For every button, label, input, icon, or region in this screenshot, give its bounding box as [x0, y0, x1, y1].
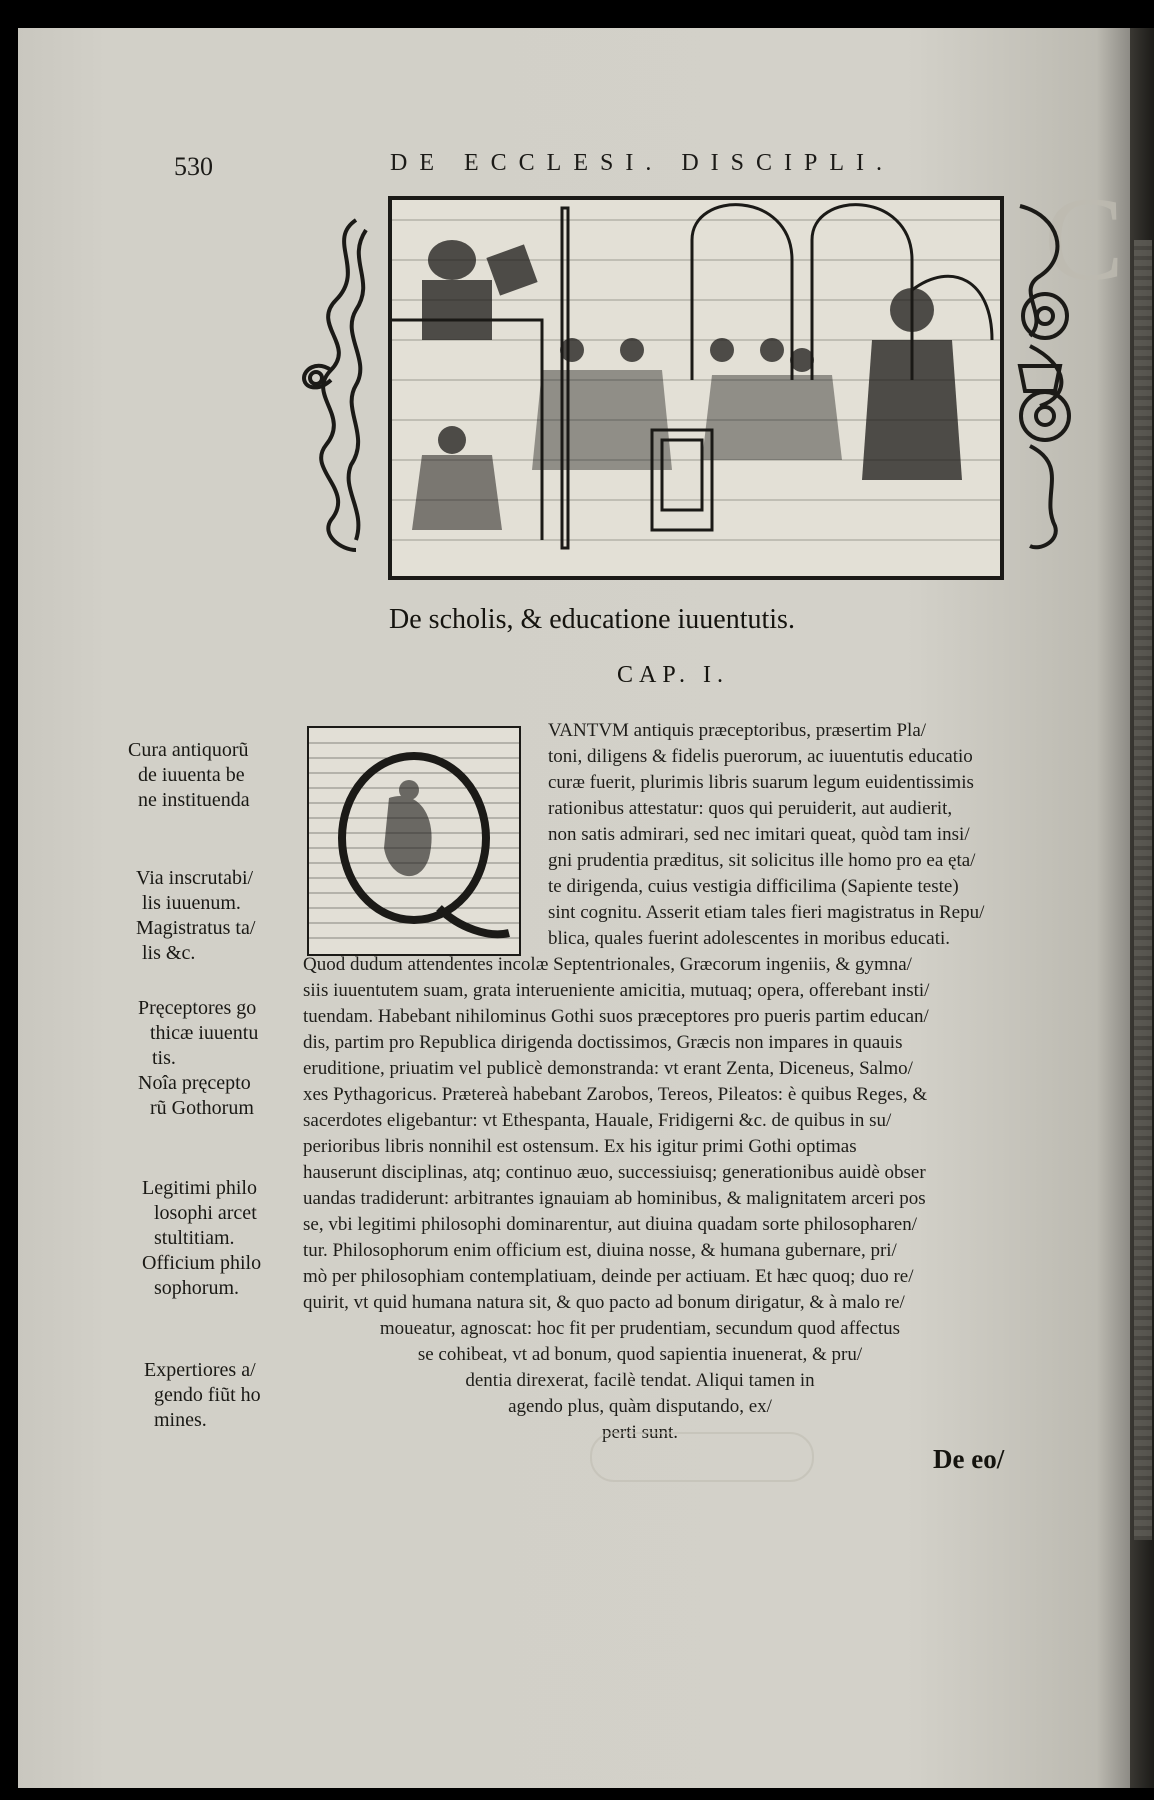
marginal-note-line: Officium philo: [142, 1252, 262, 1274]
body-line: perioribus libris nonnihil est ostensum. Ex his igitur primi Gothi optimas: [303, 1136, 857, 1157]
page-number: 530: [174, 152, 213, 181]
initial-letter-q-woodcut: [307, 726, 521, 956]
marginal-note-4: [128, 1176, 261, 1301]
body-line: gni prudentia præditus, sit solicitus ille homo pro ea ęta/: [548, 850, 976, 871]
marginal-note-line: Magistratus ta/: [136, 917, 256, 939]
body-text-beside-initial: [548, 718, 984, 952]
chapter-label: CAP. I.: [617, 662, 730, 688]
body-line: blica, quales fuerint adolescentes in moribus educati.: [548, 928, 951, 949]
body-line: xes Pythagoricus. Prætereà habebant Zarobos, Tereos, Pileatos: è quibus Reges, &: [303, 1084, 928, 1105]
marginal-note-line: Noîa pręcepto: [138, 1072, 251, 1094]
body-line: VANTVM antiquis præceptoribus, præsertim Pla/: [548, 720, 927, 741]
marginal-note-line: tis.: [152, 1047, 176, 1069]
body-line: mò per philosophiam contemplatiuam, deinde per actiuam. Et hæc quoq; duo re/: [303, 1266, 914, 1287]
body-line: agendo plus, quàm disputando, ex/: [508, 1396, 772, 1417]
body-line: non satis admirari, sed nec imitari queat, quòd tam insi/: [548, 824, 970, 845]
classroom-woodcut: [388, 196, 1004, 580]
ornamental-border-right: [1000, 196, 1088, 556]
marginal-note-line: sophorum.: [154, 1277, 239, 1299]
marginal-note-line: ne instituenda: [138, 789, 250, 811]
body-line: dentia direxerat, facilè tendat. Aliqui tamen in: [465, 1370, 815, 1391]
marginal-note-line: lis &c.: [142, 942, 196, 964]
body-line: eruditione, priuatim vel publicè demonstranda: vt erant Zenta, Diceneus, Salmo/: [303, 1058, 913, 1079]
show-through-stain: [590, 1432, 814, 1482]
body-line: perti sunt.: [602, 1422, 678, 1443]
marginal-note-line: de iuuenta be: [138, 764, 245, 786]
marginal-note-3: [128, 996, 258, 1121]
next-page-edge: [1134, 240, 1152, 1540]
body-line: se, vbi legitimi philosophi dominarentur, aut diuina quadam sorte philosopharen/: [303, 1214, 917, 1235]
marginal-note-line: lis iuuenum.: [142, 892, 241, 914]
body-line: te dirigenda, cuius vestigia difficilima (Sapiente teste): [548, 876, 959, 897]
ornamental-border-left: [296, 210, 382, 560]
body-line: toni, diligens & fidelis puerorum, ac iuuentutis educatio: [548, 746, 973, 767]
body-line: dis, partim pro Republica dirigenda doctissimos, Græcis non impares in quauis: [303, 1032, 903, 1053]
marginal-note-line: gendo fiũt ho: [154, 1384, 261, 1406]
marginal-note-line: rũ Gothorum: [150, 1097, 254, 1119]
marginal-note-line: Legitimi philo: [142, 1177, 257, 1199]
marginal-note-line: Pręceptores go: [138, 997, 257, 1019]
marginal-note-line: stultitiam.: [154, 1227, 235, 1249]
body-line: sint cognitu. Asserit etiam tales fieri magistratus in Repu/: [548, 902, 985, 923]
running-header: DE ECCLESI. DISCIPLI.: [390, 150, 894, 176]
body-line: quirit, vt quid humana natura sit, & quo pacto ad bonum dirigatur, & à malo re/: [303, 1292, 905, 1313]
body-line: hauserunt disciplinas, atq; continuo æuo, successiuisq; generationibus auidè obser: [303, 1162, 926, 1183]
show-through-letter: C: [1044, 172, 1125, 305]
body-line: moueatur, agnoscat: hoc fit per prudentiam, secundum quod affectus: [379, 1318, 901, 1339]
body-line: se cohibeat, vt ad bonum, quod sapientia inuenerat, & pru/: [417, 1344, 863, 1365]
marginal-note-line: mines.: [154, 1409, 207, 1431]
body-line: siis iuuentutem suam, grata interueniente amicitia, mutuaq; opera, offerebant insti/: [303, 980, 930, 1001]
marginal-note-line: Via inscrutabi/: [136, 867, 254, 889]
body-line: curæ fuerit, plurimis libris suarum legum euidentissimis: [548, 772, 974, 793]
body-line: rationibus attestatur: quos qui peruiderit, aut audierit,: [548, 798, 953, 819]
body-text-main: [303, 952, 929, 1316]
marginal-note-2: [128, 866, 255, 966]
marginal-note-1: [128, 738, 250, 813]
body-line: Quod dudum attendentes incolæ Septentrionales, Græcorum ingeniis, & gymna/: [303, 954, 912, 975]
body-text-taper: [300, 1316, 980, 1446]
body-line: tuendam. Habebant nihilominus Gothi suos præceptores pro pueris partim educan/: [303, 1006, 929, 1027]
marginal-note-line: Cura antiquorũ: [128, 739, 249, 761]
marginal-note-line: losophi arcet: [154, 1202, 257, 1224]
marginal-note-5: [128, 1358, 261, 1433]
body-line: tur. Philosophorum enim officium est, diuina nosse, & humana gubernare, pri/: [303, 1240, 897, 1261]
chapter-title: De scholis, & educatione iuuentutis.: [389, 604, 795, 635]
body-line: sacerdotes eligebantur: vt Ethespanta, Hauale, Fridigerni &c. de quibus in su/: [303, 1110, 892, 1131]
body-line: uandas tradiderunt: arbitrantes ignauiam ab hominibus, & malignitatem arceri pos: [303, 1188, 926, 1209]
marginal-note-line: thicæ iuuentu: [150, 1022, 259, 1044]
marginal-note-line: Expertiores a/: [144, 1359, 256, 1381]
catchword: De eo/: [933, 1444, 1005, 1474]
